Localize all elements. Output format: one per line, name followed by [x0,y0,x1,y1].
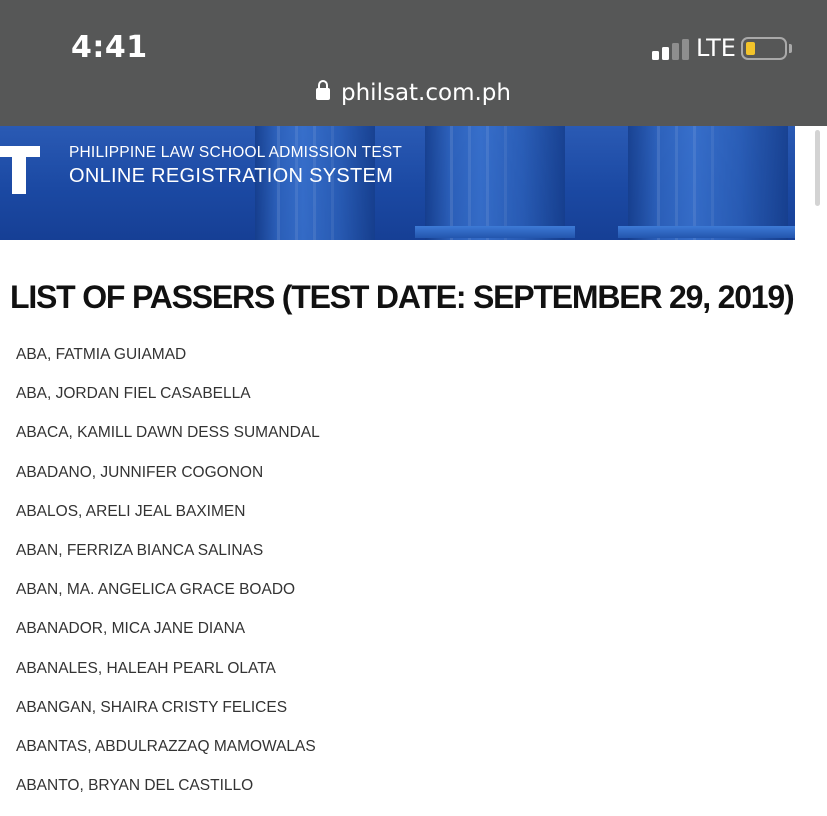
list-item: ABANTAS, ABDULRAZZAQ MAMOWALAS [16,737,316,755]
banner-column-base [618,226,795,238]
page-title: LIST OF PASSERS (TEST DATE: SEPTEMBER 29, 2019) [10,279,794,315]
url-text: philsat.com.ph [341,80,511,106]
battery-nub [789,44,792,53]
list-item: ABADANO, JUNNIFER COGONON [16,463,264,481]
list-item: ABANALES, HALEAH PEARL OLATA [16,659,276,677]
signal-icon [652,38,692,60]
list-item: ABALOS, ARELI JEAL BAXIMEN [16,502,246,520]
site-logo[interactable] [0,146,40,194]
battery-icon [741,37,787,60]
address-bar[interactable] [0,80,827,106]
list-item: ABANGAN, SHAIRA CRISTY FELICES [16,698,288,716]
banner-column-base [415,226,575,238]
banner-column [628,126,788,240]
banner-subtitle: ONLINE REGISTRATION SYSTEM [69,165,394,187]
list-item: ABACA, KAMILL DAWN DESS SUMANDAL [16,424,320,442]
page-scrollbar[interactable] [815,130,820,206]
list-item: ABAN, FERRIZA BIANCA SALINAS [16,541,264,559]
status-time: 4:41 [71,30,148,65]
banner-column [425,126,565,240]
network-type: LTE [696,34,736,62]
lock-icon [316,88,330,100]
list-item: ABA, JORDAN FIEL CASABELLA [16,385,251,403]
banner-title: PHILIPPINE LAW SCHOOL ADMISSION TEST [69,144,403,161]
list-item: ABAN, MA. ANGELICA GRACE BOADO [16,581,296,599]
list-item: ABA, FATMIA GUIAMAD [16,346,187,363]
list-item: ABANADOR, MICA JANE DIANA [16,620,246,638]
list-item: ABANTO, BRYAN DEL CASTILLO [16,777,254,795]
passers-list [16,346,320,816]
browser-top-bar [0,0,827,126]
